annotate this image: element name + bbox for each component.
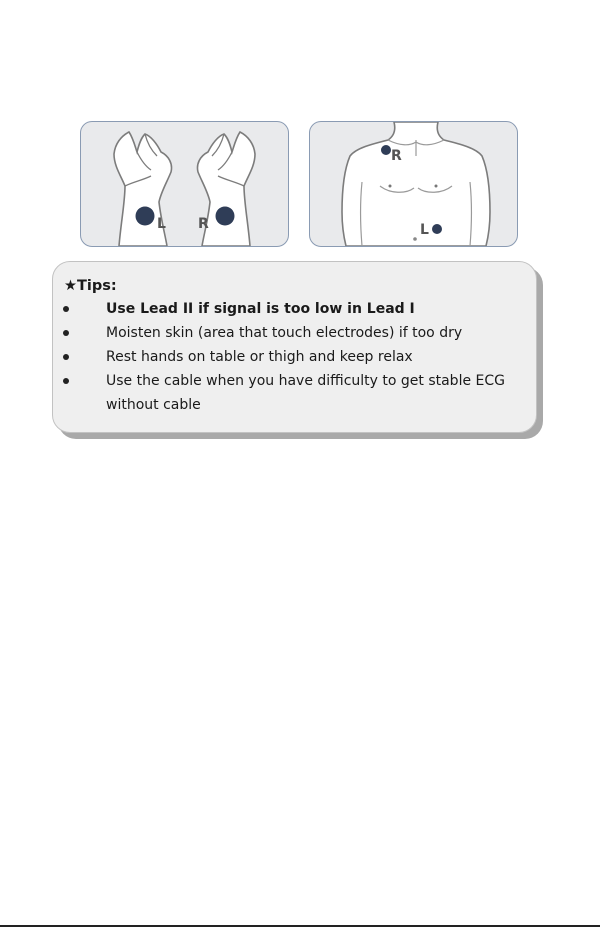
tip-item: [53, 321, 536, 345]
navel-dot: [413, 237, 417, 241]
chest-drawing: [310, 122, 517, 246]
bullet-icon: [63, 306, 69, 312]
tip-text: Moisten skin (area that touch electrodes) if too dry: [106, 325, 463, 341]
left-wrist-electrode: [136, 207, 155, 226]
tip-item: [53, 345, 536, 369]
chest-electrode-illustration: [309, 121, 518, 247]
tip-item: [53, 369, 536, 417]
hands-drawing: [81, 122, 288, 246]
chest-right-label: R: [391, 148, 402, 164]
hands-left-label: L: [157, 216, 166, 232]
tip-text: Use Lead II if signal is too low in Lead I: [106, 301, 415, 317]
hands-right-label: R: [198, 216, 209, 232]
tips-title: ★Tips:: [64, 278, 117, 294]
right-chest-electrode: [381, 145, 391, 155]
tips-box: [52, 261, 537, 433]
hands-electrode-illustration: [80, 121, 289, 247]
bullet-icon: [63, 378, 69, 384]
tip-item: [53, 297, 536, 321]
bullet-icon: [63, 354, 69, 360]
nipple-right-dot: [435, 185, 438, 188]
tip-text: Use the cable when you have difficulty to get stable ECG without cable: [106, 373, 505, 413]
bullet-icon: [63, 330, 69, 336]
tip-text: Rest hands on table or thigh and keep relax: [106, 349, 413, 365]
tips-list: [53, 297, 536, 417]
left-abdomen-electrode: [432, 224, 442, 234]
right-wrist-electrode: [216, 207, 235, 226]
chest-left-label: L: [420, 222, 429, 238]
nipple-left-dot: [389, 185, 392, 188]
bottom-rule: [0, 925, 600, 927]
